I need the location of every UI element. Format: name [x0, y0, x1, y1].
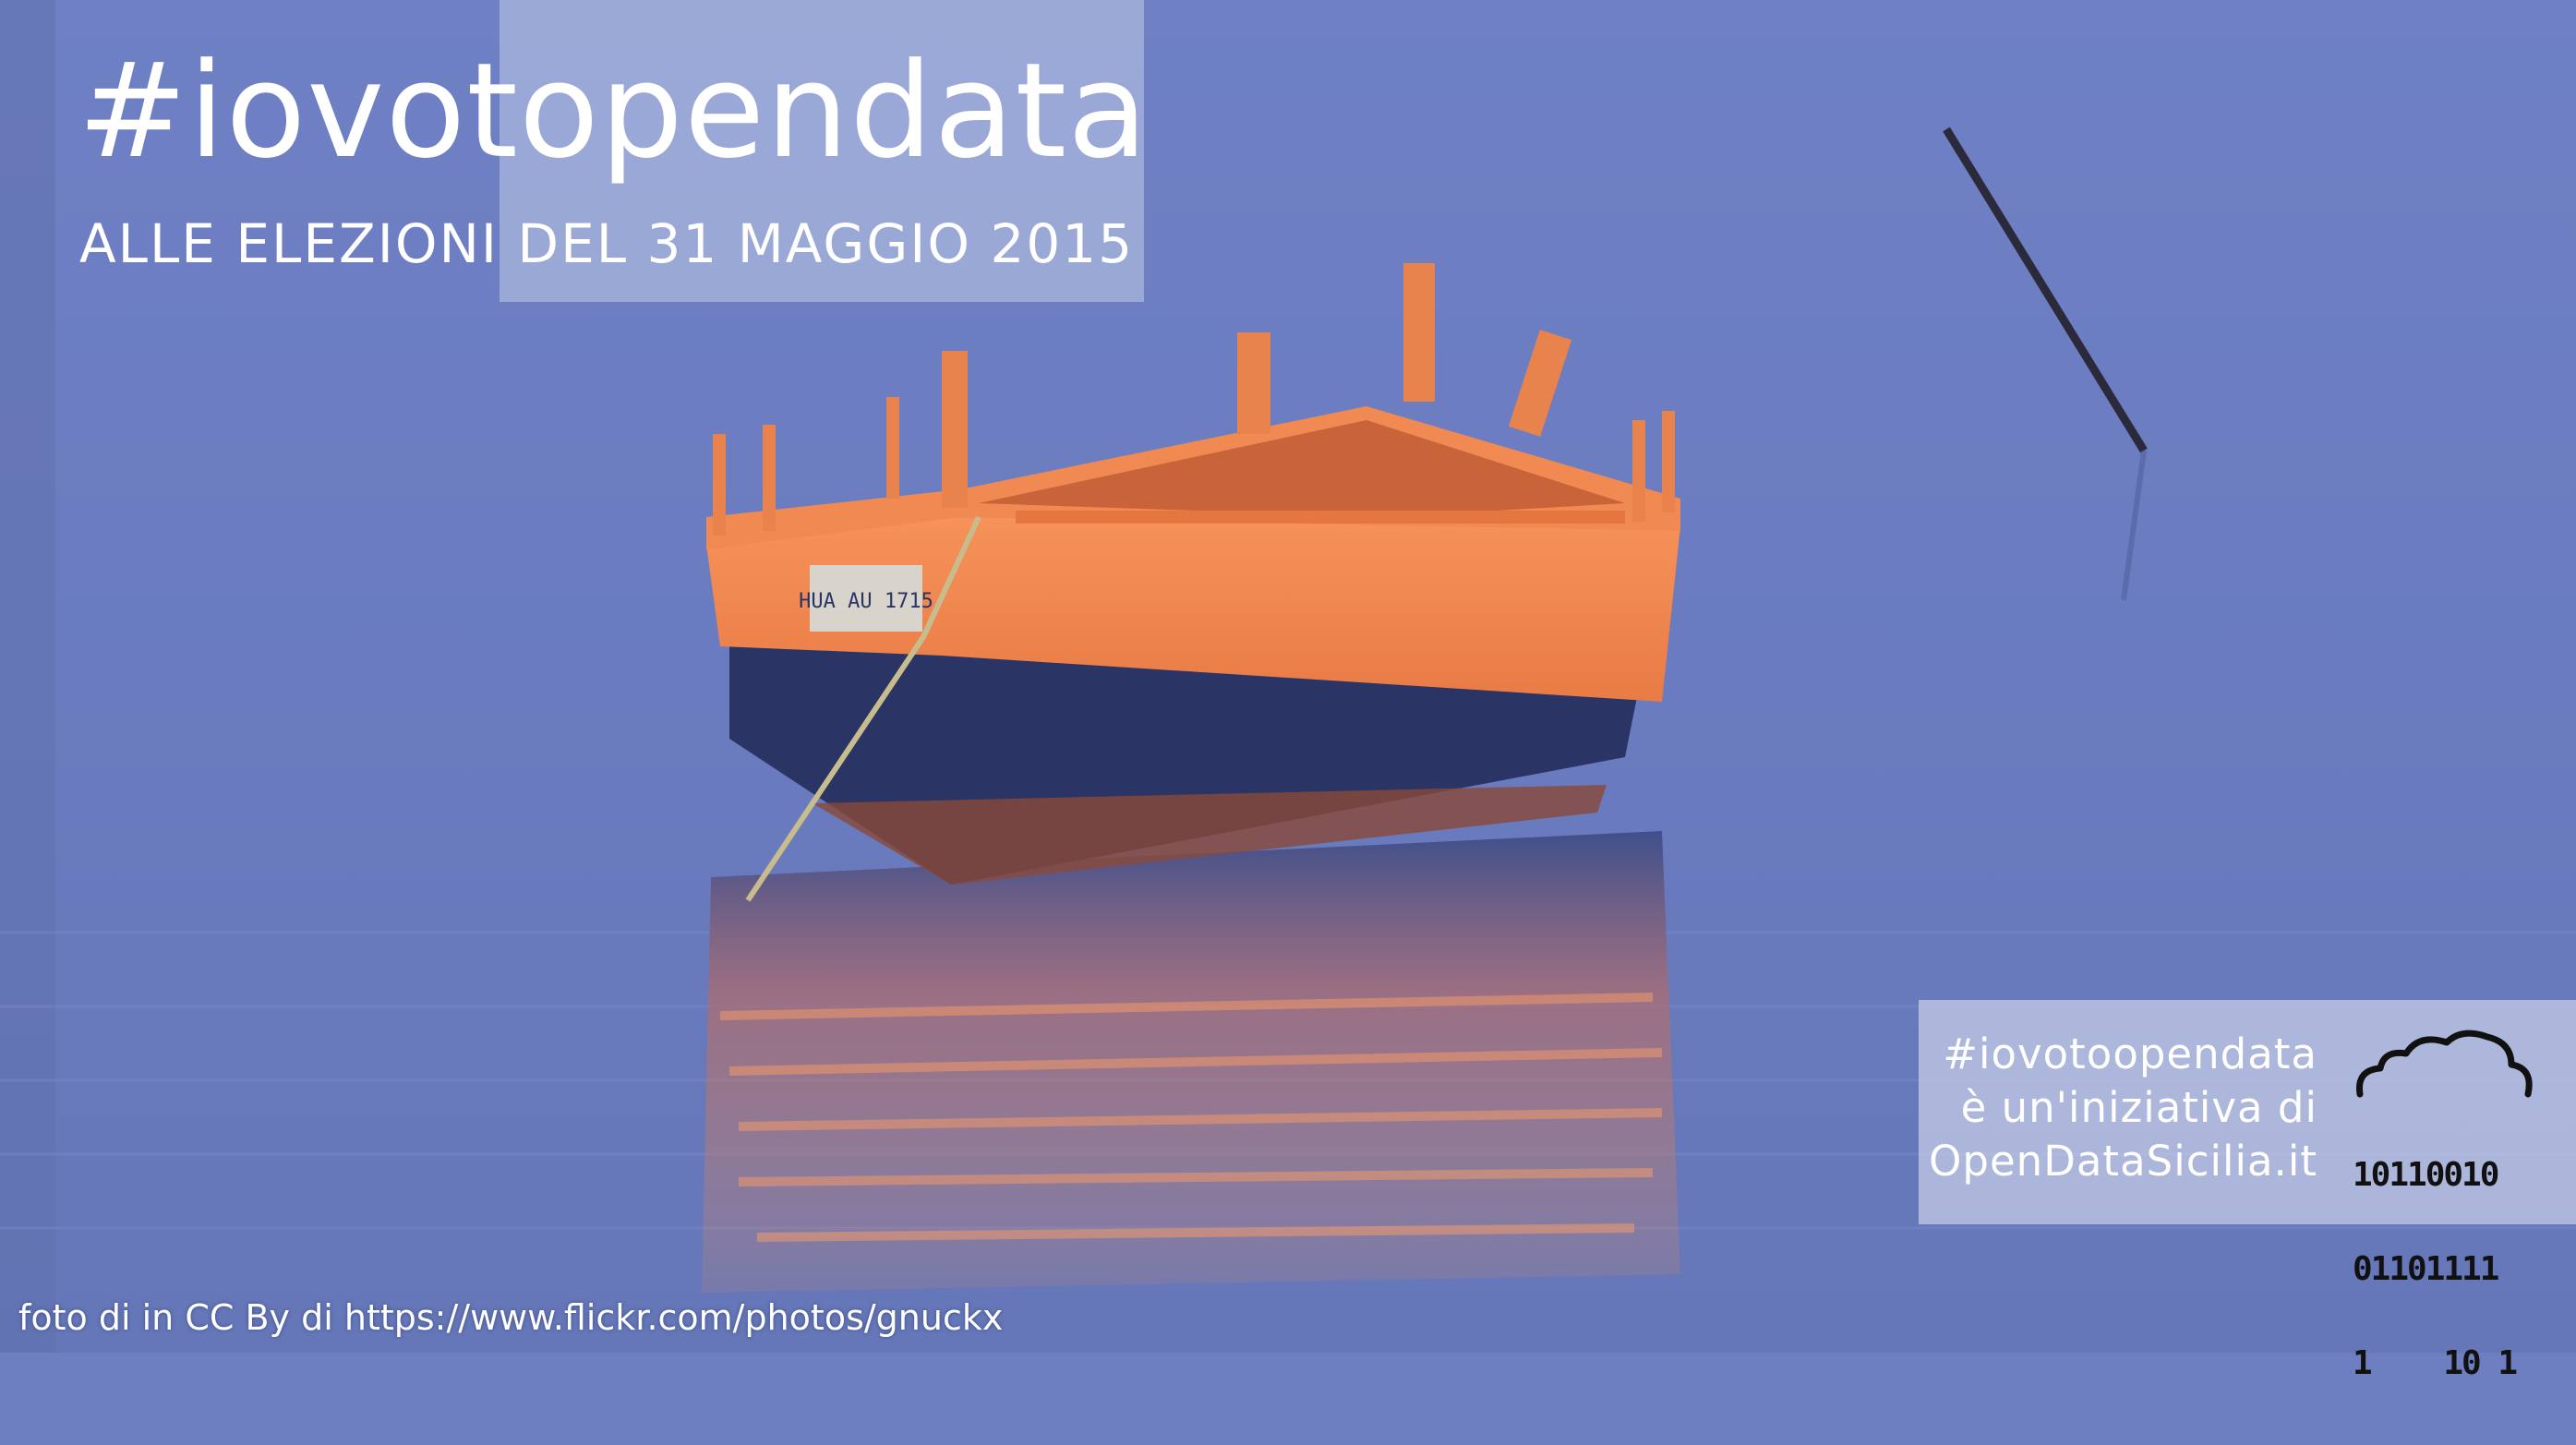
initiative-hashtag: #iovotoopendata [1943, 1030, 2317, 1078]
binary-digits [2353, 1097, 2537, 1442]
election-date-subtitle: ALLE ELEZIONI DEL 31 MAGGIO 2015 [79, 212, 1135, 275]
initiative-panel [1919, 1000, 2576, 1382]
initiative-text [1929, 1028, 2317, 1188]
campaign-hashtag-title: #iovotopendata [78, 35, 1150, 187]
opendatasicilia-logo [2353, 1028, 2537, 1382]
boat-reflection [702, 831, 1680, 1293]
binary-row: 1 10 1 [2353, 1344, 2517, 1382]
initiative-site: OpenDataSicilia.it [1929, 1137, 2317, 1186]
registration-text: HUA AU 1715 [799, 590, 933, 613]
binary-row: 10110010 [2353, 1156, 2498, 1194]
initiative-by: è un'iniziativa di [1960, 1083, 2317, 1132]
binary-row: 01101111 [2353, 1250, 2498, 1288]
photo-credit: foto di in CC By di https://www.flickr.com/photos/gnuckx [18, 1297, 1004, 1338]
left-edge-shadow [0, 0, 55, 1353]
cloud-icon [2353, 1028, 2537, 1102]
